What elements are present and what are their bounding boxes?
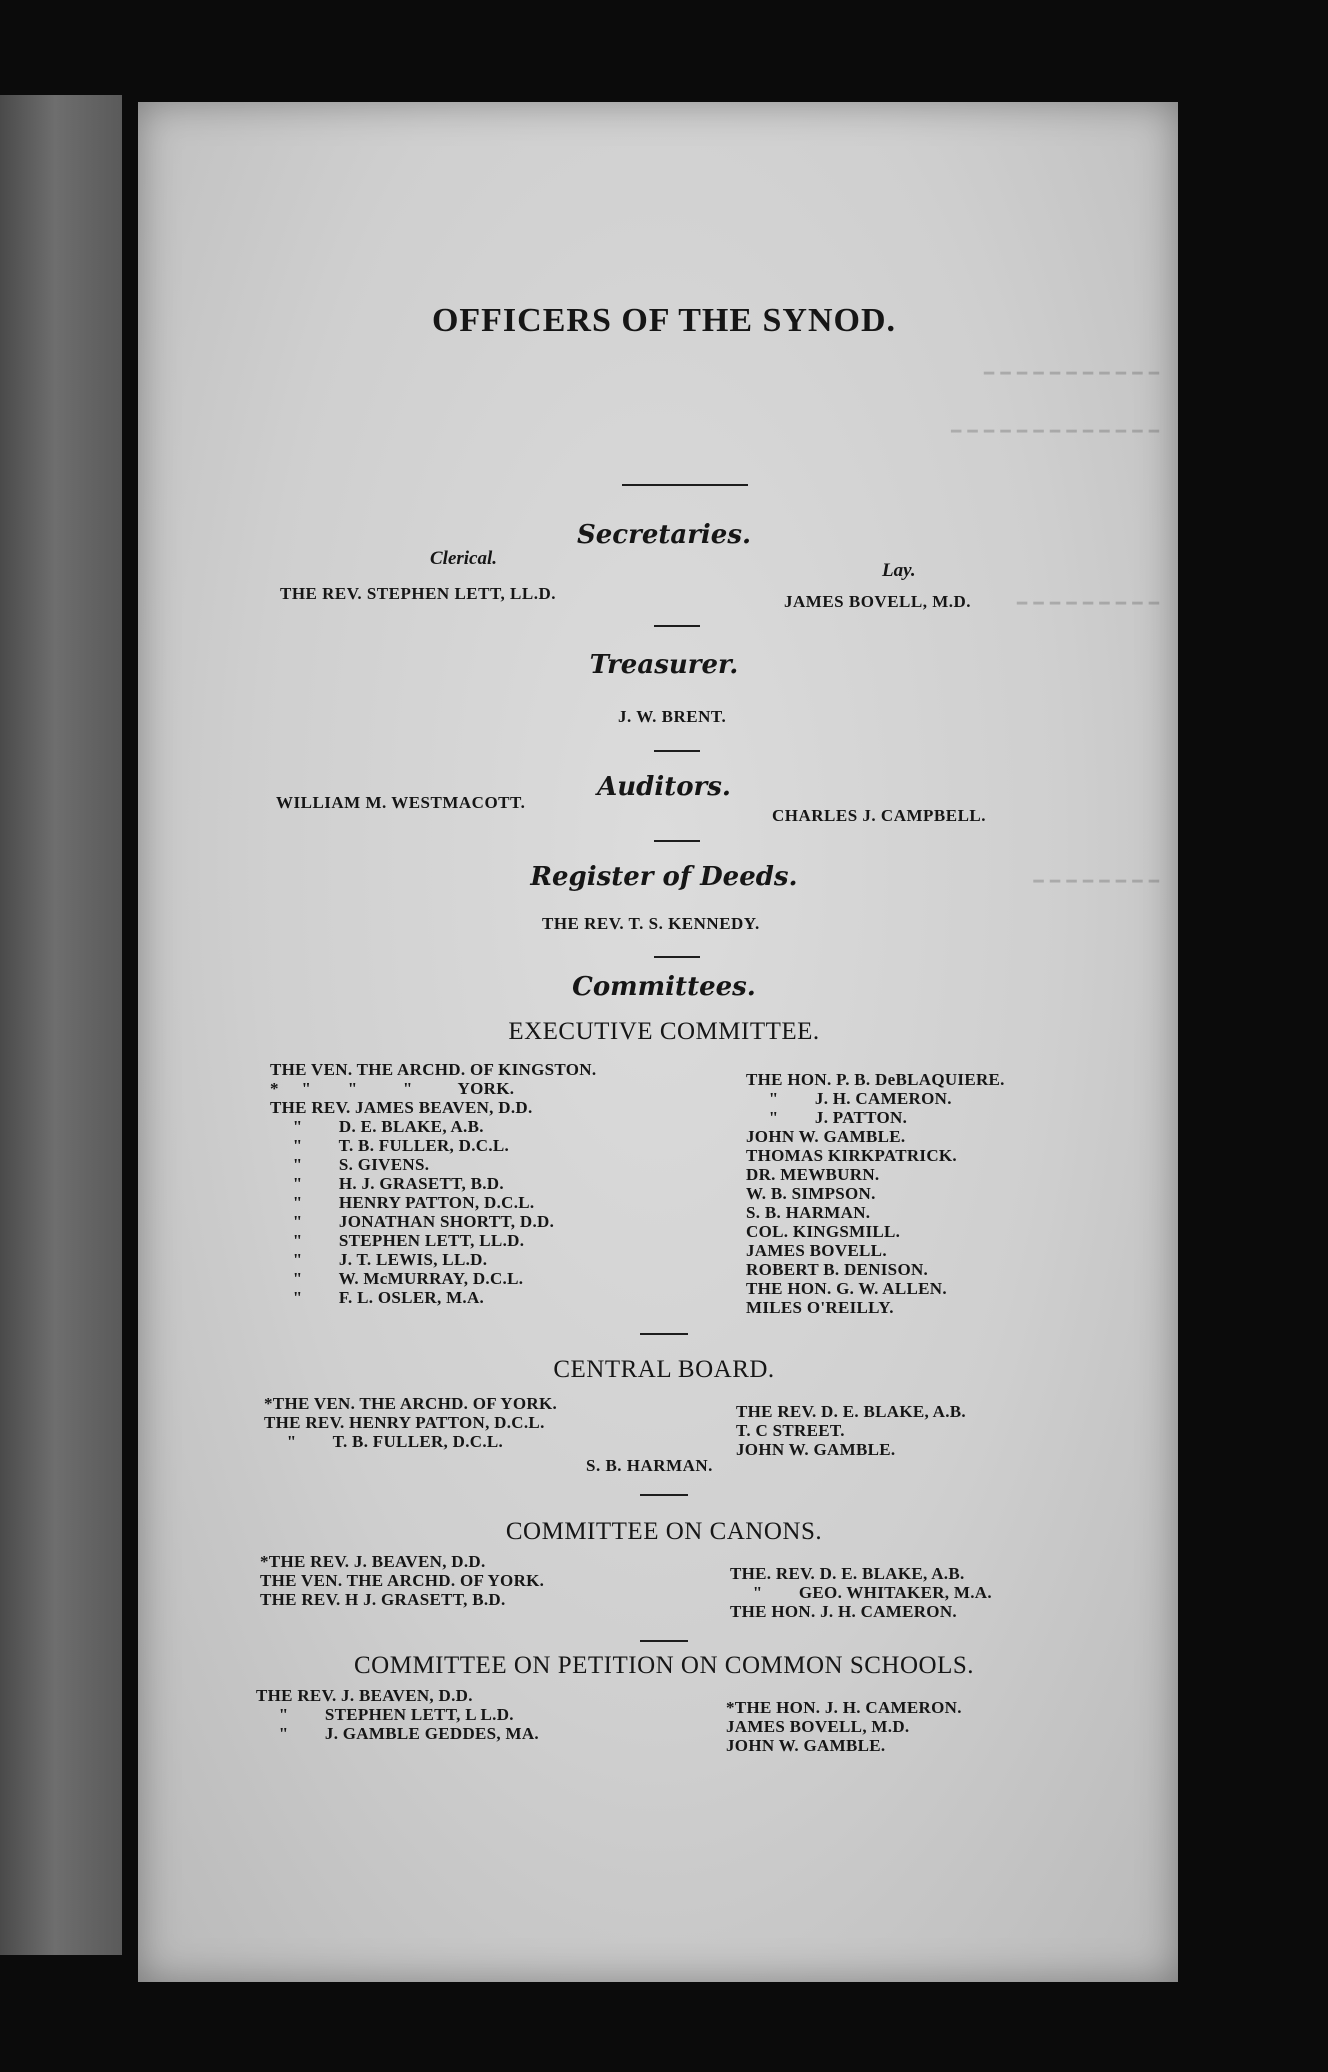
bleed-through-text: ━ ━ ━ ━ ━ ━ ━ ━ ━ ━ ━	[983, 364, 1160, 383]
member: " T. B. FULLER, D.C.L.	[270, 1136, 510, 1155]
member: " F. L. OSLER, M.A.	[270, 1288, 485, 1307]
member: COL. KINGSMILL.	[746, 1222, 901, 1241]
member: THE REV. H J. GRASETT, B.D.	[260, 1590, 506, 1609]
divider	[654, 840, 700, 842]
treasurer-name: J. W. BRENT.	[618, 707, 727, 726]
member: MILES O'REILLY.	[746, 1298, 894, 1317]
divider	[654, 625, 700, 627]
member: ROBERT B. DENISON.	[746, 1260, 929, 1279]
member: " J. GAMBLE GEDDES, MA.	[256, 1724, 539, 1743]
schools-left-column	[256, 1686, 539, 1743]
member: THE HON. G. W. ALLEN.	[746, 1279, 947, 1298]
member: " J. H. CAMERON.	[746, 1089, 952, 1108]
member: " T. B. FULLER, D.C.L.	[264, 1432, 504, 1451]
divider	[654, 956, 700, 958]
executive-left-column	[270, 1060, 596, 1307]
member: *THE VEN. THE ARCHD. OF YORK.	[264, 1394, 558, 1413]
executive-committee-heading: EXECUTIVE COMMITTEE.	[508, 1018, 820, 1045]
divider	[654, 750, 700, 752]
canons-left-column	[260, 1552, 544, 1609]
schools-right-column	[726, 1698, 962, 1755]
member: THOMAS KIRKPATRICK.	[746, 1146, 957, 1165]
central-right-column	[736, 1402, 966, 1459]
member: THE REV. JAMES BEAVEN, D.D.	[270, 1098, 533, 1117]
member: THE REV. HENRY PATTON, D.C.L.	[264, 1413, 545, 1432]
divider	[640, 1333, 688, 1335]
member: *THE HON. J. H. CAMERON.	[726, 1698, 962, 1717]
member: JAMES BOVELL, M.D.	[726, 1717, 910, 1736]
bleed-through-text: ━ ━ ━ ━ ━ ━ ━ ━ ━ ━ ━ ━ ━	[950, 422, 1160, 441]
member: " JONATHAN SHORTT, D.D.	[270, 1212, 555, 1231]
section-heading-auditors: Auditors.	[597, 772, 731, 802]
page-title: OFFICERS OF THE SYNOD.	[431, 302, 897, 339]
member: " STEPHEN LETT, L L.D.	[256, 1705, 514, 1724]
member: THE VEN. THE ARCHD. OF KINGSTON.	[270, 1060, 597, 1079]
section-heading-treasurer: Treasurer.	[589, 650, 739, 680]
member: " STEPHEN LETT, LL.D.	[270, 1231, 525, 1250]
clerical-secretary: THE REV. STEPHEN LETT, LL.D.	[280, 584, 557, 603]
member: " J. T. LEWIS, LL.D.	[270, 1250, 488, 1269]
member: THE REV. D. E. BLAKE, A.B.	[736, 1402, 966, 1421]
bleed-through-text: ━ ━ ━ ━ ━ ━ ━ ━	[1033, 872, 1160, 891]
section-heading-register: Register of Deeds.	[530, 862, 798, 892]
section-heading-committees: Committees.	[572, 972, 756, 1002]
member: " W. McMURRAY, D.C.L.	[270, 1269, 524, 1288]
member: S. B. HARMAN.	[746, 1203, 871, 1222]
schools-committee-heading: COMMITTEE ON PETITION ON COMMON SCHOOLS.	[354, 1652, 974, 1679]
lay-label: Lay.	[882, 560, 916, 581]
central-board-member-center: S. B. HARMAN.	[586, 1456, 713, 1475]
member: DR. MEWBURN.	[746, 1165, 880, 1184]
clerical-label: Clerical.	[430, 548, 498, 569]
member: THE REV. J. BEAVEN, D.D.	[256, 1686, 473, 1705]
member: T. C STREET.	[736, 1421, 845, 1440]
member: JOHN W. GAMBLE.	[746, 1127, 906, 1146]
central-left-column	[264, 1394, 557, 1451]
auditor-right: CHARLES J. CAMPBELL.	[772, 806, 987, 825]
member: THE VEN. THE ARCHD. OF YORK.	[260, 1571, 545, 1590]
divider	[640, 1494, 688, 1496]
member: THE. REV. D. E. BLAKE, A.B.	[730, 1564, 965, 1583]
central-board-heading: CENTRAL BOARD.	[553, 1356, 775, 1383]
divider	[622, 484, 748, 486]
divider	[640, 1640, 688, 1642]
section-heading-secretaries: Secretaries.	[576, 520, 752, 550]
member: JAMES BOVELL.	[746, 1241, 887, 1260]
lay-secretary: JAMES BOVELL, M.D.	[784, 592, 972, 611]
bleed-through-text: ━ ━ ━ ━ ━ ━ ━ ━ ━	[1016, 594, 1160, 613]
member: " H. J. GRASETT, B.D.	[270, 1174, 504, 1193]
register-name: THE REV. T. S. KENNEDY.	[542, 914, 760, 933]
member: " HENRY PATTON, D.C.L.	[270, 1193, 535, 1212]
canons-right-column	[730, 1564, 992, 1621]
member: THE HON. J. H. CAMERON.	[730, 1602, 957, 1621]
canons-committee-heading: COMMITTEE ON CANONS.	[505, 1518, 823, 1545]
member: " J. PATTON.	[746, 1108, 908, 1127]
auditor-left: WILLIAM M. WESTMACOTT.	[276, 793, 526, 812]
member: " S. GIVENS.	[270, 1155, 430, 1174]
member: " GEO. WHITAKER, M.A.	[730, 1583, 992, 1602]
member: *THE REV. J. BEAVEN, D.D.	[260, 1552, 486, 1571]
member: * " " " YORK.	[270, 1079, 515, 1098]
member: W. B. SIMPSON.	[746, 1184, 876, 1203]
executive-right-column	[746, 1070, 1005, 1317]
member: JOHN W. GAMBLE.	[726, 1736, 886, 1755]
member: THE HON. P. B. DeBLAQUIERE.	[746, 1070, 1005, 1089]
member: " D. E. BLAKE, A.B.	[270, 1117, 484, 1136]
member: JOHN W. GAMBLE.	[736, 1440, 896, 1459]
